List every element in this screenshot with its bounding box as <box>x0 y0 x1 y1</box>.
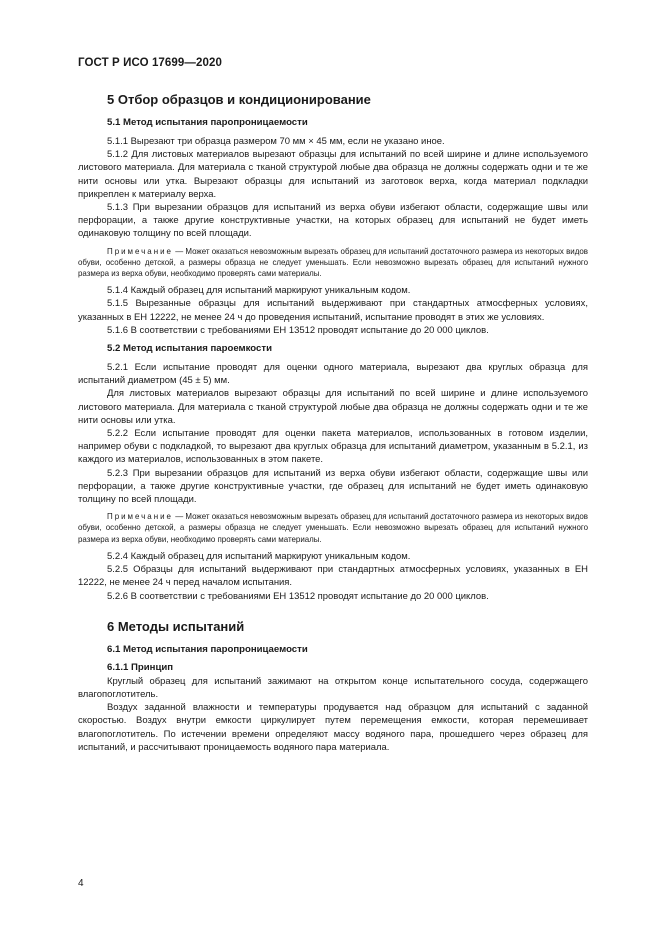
paragraph-5-2-1b: Для листовых материалов вырезают образцы для испытаний по всей ширине и длине используемого листового материала. Для материала с тканой структурой любые два образца не должны содержать одни и те же нити основы или утка. <box>78 388 588 426</box>
paragraph-6-1-1-b: Воздух заданной влажности и температуры продувается над образцом для испытаний с заданной скоростью. Воздух внутри емкости циркулирует путем перемещения емкости, которая перемешивает влагопоглотитель. По истечении времени определяют массу водяного пара, прошедшего через образец для испытаний, и рассчитывают проницаемость водяного пара материала. <box>78 702 588 753</box>
note-5-2 <box>78 511 588 545</box>
note-text: — Может оказаться невозможным вырезать образец для испытаний достаточного размера из некоторых видов обуви, особенно детской, а размеры образца не следует уменьшать. Если невозможно вырезать образец для испытаний нужного размера из верха обуви, необходимо проверять сами материалы. <box>78 246 588 279</box>
paragraph-5-2-4: 5.2.4 Каждый образец для испытаний маркируют уникальным кодом. <box>107 550 411 562</box>
paragraph-5-1-2: 5.1.2 Для листовых материалов вырезают образцы для испытаний по всей ширине и длине используемого листового материала. Для материала с тканой структурой любые два образца не должны содержать одни и те же нити основы или утка. Вырезают образцы для испытаний из заготовок верха, когда материал подкладки прикреплен к материалу верха. <box>78 149 588 200</box>
paragraph-5-2-1: 5.2.1 Если испытание проводят для оценки одного материала, вырезают два круглых образца для испытаний диаметром (45 ± 5) мм. <box>78 362 588 387</box>
subsection-5-2-title: 5.2 Метод испытания пароемкости <box>107 343 272 355</box>
note-5-1 <box>78 246 588 280</box>
page-content <box>78 92 588 754</box>
paragraph-5-2-5: 5.2.5 Образцы для испытаний выдерживают при стандартных атмосферных условиях, указанных в ЕН 12222, не менее 24 ч перед началом испытания. <box>78 564 588 589</box>
note-label: Примечание <box>107 512 173 522</box>
section-6-title: 6 Методы испытаний <box>107 618 245 634</box>
paragraph-5-2-6: 5.2.6 В соответствии с требованиями ЕН 13512 проводят испытание до 20 000 циклов. <box>107 590 489 602</box>
subsection-5-1-title: 5.1 Метод испытания паропроницаемости <box>107 117 308 128</box>
paragraph-5-2-3: 5.2.3 При вырезании образцов для испытаний из верха обуви избегают области, содержащие швы или перфорации, а также другие конструктивные участки, где образец для испытаний не будет иметь одинаковую толщину по всей площади. <box>78 467 588 506</box>
paragraph-5-1-1: 5.1.1 Вырезают три образца размером 70 мм × 45 мм, если не указано иное. <box>107 136 445 147</box>
page-number: 4 <box>78 878 84 889</box>
paragraph-5-1-4: 5.1.4 Каждый образец для испытаний маркируют уникальным кодом. <box>107 285 411 297</box>
subsection-6-1-title: 6.1 Метод испытания паропроницаемости <box>107 643 308 655</box>
paragraph-5-1-3: 5.1.3 При вырезании образцов для испытаний из верха обуви избегают области, содержащие швы или перфорации, а также другие конструктивные участки, на которых образец для испытаний не будет иметь одинаковую толщину по всей площади. <box>78 202 588 240</box>
section-5-title: 5 Отбор образцов и кондиционирование <box>107 92 371 107</box>
paragraph-5-1-6: 5.1.6 В соответствии с требованиями ЕН 13512 проводят испытание до 20 000 циклов. <box>107 324 489 336</box>
note-label: Примечание <box>107 246 173 256</box>
standard-header: ГОСТ Р ИСО 17699—2020 <box>78 57 223 69</box>
subsection-6-1-1-title: 6.1.1 Принцип <box>107 661 174 673</box>
paragraph-5-2-2: 5.2.2 Если испытание проводят для оценки пакета материалов, использованных в готовом изделии, например обуви с подкладкой, то вырезают два круглых образца для испытаний диаметром, указанным в 5.2.1, из каждого из материалов, использованных в этом пакете. <box>78 428 588 466</box>
note-text: — Может оказаться невозможным вырезать образец для испытаний достаточного размера из некоторых видов обуви, особенно детской, а размеры образца не следует уменьшать. Если невозможно вырезать образец для испытаний нужного размера из верха обуви, необходимо проверять сами материалы. <box>78 512 588 544</box>
paragraph-5-1-5: 5.1.5 Вырезанные образцы для испытаний выдерживают при стандартных атмосферных условиях, указанных в ЕН 12222, не менее 24 ч до проведения испытаний, испытание проводят в этих же условиях. <box>78 298 588 323</box>
paragraph-6-1-1-a: Круглый образец для испытаний зажимают на открытом конце испытательного сосуда, содержащего влагопоглотитель. <box>78 675 588 700</box>
